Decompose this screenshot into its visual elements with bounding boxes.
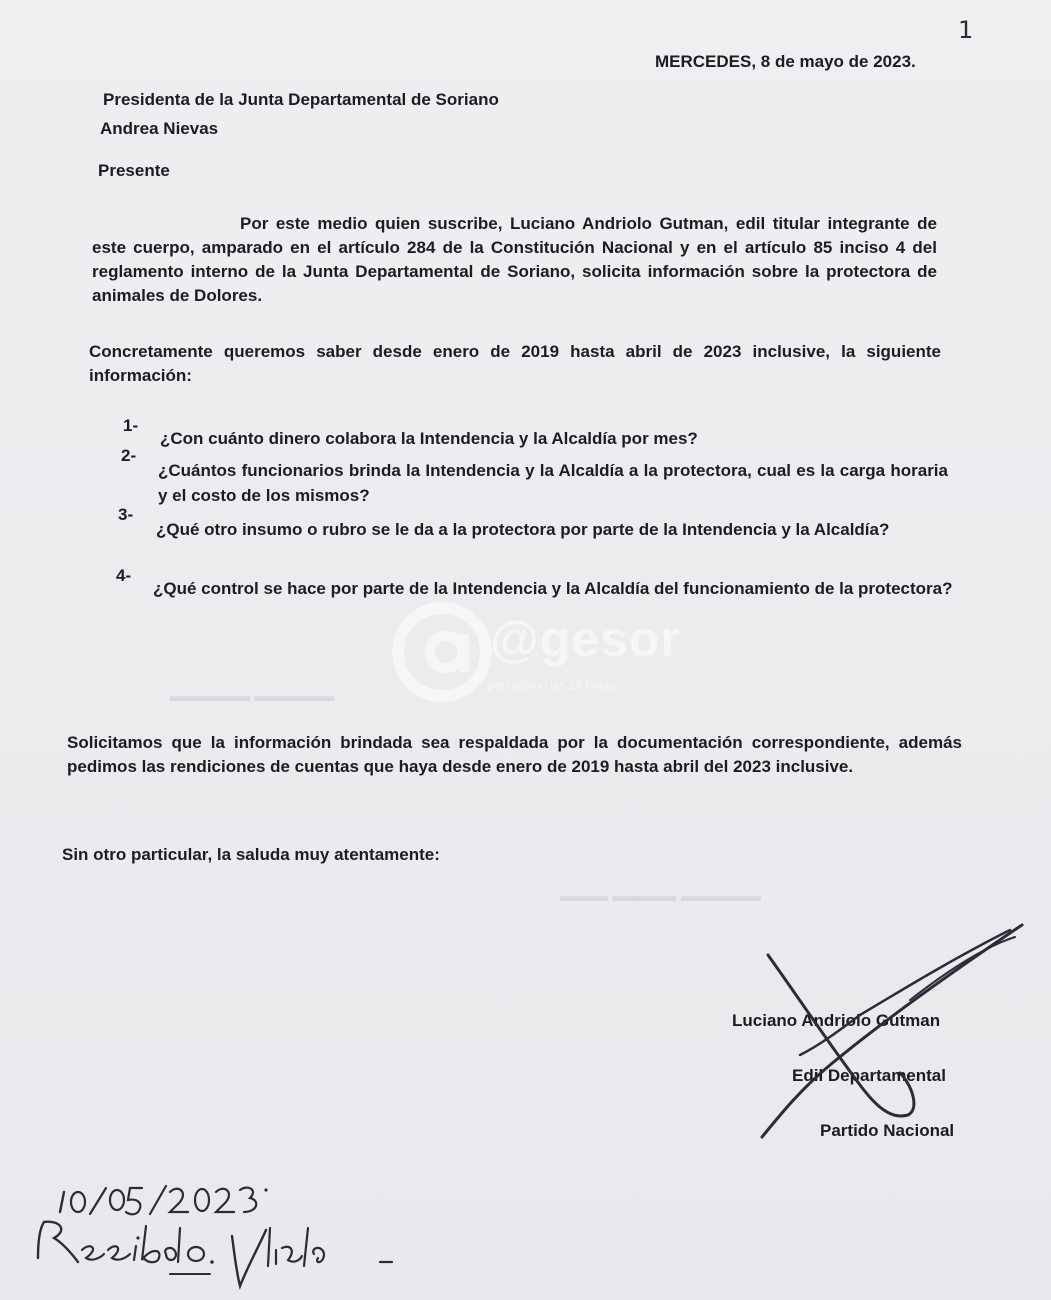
closing-paragraph xyxy=(67,731,962,779)
question-number: 3- xyxy=(118,505,134,524)
signature-scribble xyxy=(740,905,1040,1155)
intro-text: Por este medio quien suscribe, Luciano Andriolo Gutman, edil titular integrante de este cuerpo, amparado en el artículo 284 de la Constitución Nacional y en el artículo 85 inciso 4 del reglamento interno de la Junta Departamental de Soriano, solicita información sobre la protectora de animales de Dolores. xyxy=(92,214,937,305)
watermark-brand: @gesor xyxy=(490,611,681,667)
signatory-role: Edil Departamental xyxy=(792,1066,946,1085)
handwritten-receipt-note xyxy=(20,1170,420,1295)
show-through-text: ▬▬▬ ▬▬▬▬ ▬▬▬▬▬ xyxy=(560,888,761,905)
watermark-tagline: periodismo las 24 horas xyxy=(488,678,616,692)
question-text: ¿Qué otro insumo o rubro se le da a la protectora por parte de la Intendencia y la Alcaldía? xyxy=(156,520,890,539)
request-text: Concretamente queremos saber desde enero de 2019 hasta abril de 2023 inclusive, la siguiente información: xyxy=(89,342,941,385)
signatory-party: Partido Nacional xyxy=(820,1121,955,1140)
at-sign-icon xyxy=(390,600,494,704)
question-text: ¿Qué control se hace por parte de la Intendencia y la Alcaldía del funcionamiento de la protectora? xyxy=(153,579,953,598)
question-text: ¿Cuántos funcionarios brinda la Intendencia y la Alcaldía a la protectora, cual es la carga horaria y el costo de los mismos? xyxy=(158,461,948,505)
recipient-name: Andrea Nievas xyxy=(100,119,219,138)
handwriting-strokes xyxy=(20,1170,420,1295)
question-number: 1- xyxy=(123,416,139,435)
recipient-salutation: Presente xyxy=(98,161,170,180)
recipient-title: Presidenta de la Junta Departamental de Soriano xyxy=(103,90,499,109)
farewell-line: Sin otro particular, la saluda muy atentamente: xyxy=(62,845,440,864)
question-number: 2- xyxy=(121,446,137,465)
signatory-name: Luciano Andriolo Gutman xyxy=(732,1011,941,1030)
letter-date: MERCEDES, 8 de mayo de 2023. xyxy=(655,52,916,71)
intro-paragraph xyxy=(92,212,937,308)
request-paragraph xyxy=(89,340,941,388)
show-through-text: ▬▬▬▬▬ ▬▬▬▬▬ xyxy=(170,688,335,705)
page-number: 1 xyxy=(958,16,974,44)
question-text: ¿Con cuánto dinero colabora la Intendencia y la Alcaldía por mes? xyxy=(160,429,698,448)
gesor-watermark xyxy=(390,600,681,710)
question-number: 4- xyxy=(116,566,132,585)
closing-text: Solicitamos que la información brindada sea respaldada por la documentación correspondiente, además pedimos las rendiciones de cuentas que haya desde enero de 2019 hasta abril del 2023 inclusive. xyxy=(67,733,962,776)
